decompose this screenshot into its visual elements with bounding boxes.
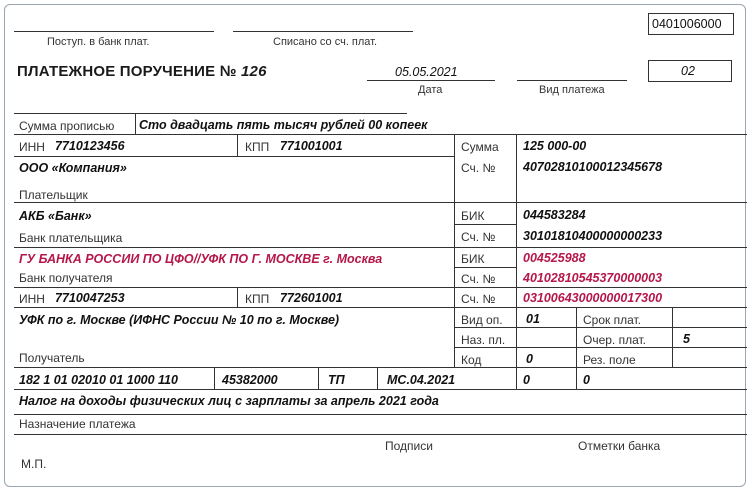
grid-line xyxy=(377,367,378,389)
payer-bank-name-value: АКБ «Банк» xyxy=(19,209,92,223)
oktmo-value: 45382000 xyxy=(222,373,278,387)
grid-line xyxy=(516,367,517,389)
grid-line xyxy=(14,307,747,308)
recipient-inn-label: ИНН xyxy=(19,292,45,306)
payment-type-label: Вид платежа xyxy=(539,84,605,96)
sum-value: 125 000-00 xyxy=(523,139,587,153)
payer-account-label: Сч. № xyxy=(461,161,496,175)
reserve-label: Рез. поле xyxy=(583,353,636,367)
received-line xyxy=(14,31,214,32)
order-number: 126 xyxy=(241,63,267,80)
grid-line xyxy=(135,113,136,135)
payer-account-value: 40702810100012345678 xyxy=(523,160,663,174)
grid-line xyxy=(14,247,747,248)
grid-line xyxy=(14,202,747,203)
purpose-text: Налог на доходы физических лиц с зарплаты за апрель 2021 года xyxy=(19,394,439,408)
amount-words-value: Сто двадцать пять тысяч рублей 00 копеек xyxy=(139,118,428,132)
code-value: 0 xyxy=(526,352,533,366)
priority-label: Очер. плат. xyxy=(583,333,647,347)
recipient-bank-corr-label: Сч. № xyxy=(461,272,496,286)
grid-line xyxy=(454,327,747,328)
date-line xyxy=(367,80,495,81)
op-type-value: 01 xyxy=(526,312,540,326)
payment-type-line xyxy=(517,80,627,81)
recipient-inn-value: 7710047253 xyxy=(55,291,125,305)
recipient-bank-corr-value: 40102810545370000003 xyxy=(523,271,663,285)
sum-label: Сумма xyxy=(461,140,499,154)
recipient-bank-bik-value: 004525988 xyxy=(523,251,586,265)
doc-date-value: 0 xyxy=(583,373,590,387)
payer-bank-corr-label: Сч. № xyxy=(461,230,496,244)
purpose-label: Назначение платежа xyxy=(19,417,136,431)
bank-marks-label: Отметки банка xyxy=(578,439,661,453)
date-value: 05.05.2021 xyxy=(395,65,458,79)
payer-inn-value: 7710123456 xyxy=(55,139,125,153)
payment-order-form xyxy=(4,4,746,487)
period-value: МС.04.2021 xyxy=(387,373,456,387)
stamp-label: М.П. xyxy=(21,457,47,471)
recipient-kpp-label: КПП xyxy=(245,292,270,306)
grid-line xyxy=(516,134,517,367)
payer-name-label: Плательщик xyxy=(19,188,88,202)
grid-line xyxy=(14,389,747,390)
kbk-value: 182 1 01 02010 01 1000 110 xyxy=(19,373,178,387)
recipient-bank-bik-label: БИК xyxy=(461,252,485,266)
payer-inn-label: ИНН xyxy=(19,140,45,154)
recipient-name-value: УФК по г. Москве (ИФНС России № 10 по г. Москве) xyxy=(19,313,340,327)
payer-bank-bik-label: БИК xyxy=(461,209,485,223)
payer-bank-bik-value: 044583284 xyxy=(523,208,586,222)
grid-line xyxy=(14,287,747,288)
date-label: Дата xyxy=(418,84,443,96)
title-prefix: ПЛАТЕЖНОЕ ПОРУЧЕНИЕ № xyxy=(17,63,237,80)
grid-line xyxy=(318,367,319,389)
payer-bank-corr-value: 30101810400000000233 xyxy=(523,229,663,243)
recipient-name-label: Получатель xyxy=(19,351,85,365)
recipient-kpp-value: 772601001 xyxy=(280,291,343,305)
payer-kpp-label: КПП xyxy=(245,140,270,154)
grid-line xyxy=(14,113,136,114)
grid-line xyxy=(576,307,577,367)
grid-line xyxy=(14,156,454,157)
grid-line xyxy=(14,367,747,368)
grid-line xyxy=(454,267,516,268)
grid-line xyxy=(14,414,747,415)
grid-line xyxy=(672,307,673,367)
form-code: 0401006000 xyxy=(652,17,722,31)
payer-name-value: ООО «Компания» xyxy=(19,161,127,175)
document-title xyxy=(17,63,267,81)
recipient-bank-name-value: ГУ БАНКА РОССИИ ПО ЦФО//УФК ПО Г. МОСКВЕ г. Москва xyxy=(19,252,383,266)
debited-label: Списано со сч. плат. xyxy=(273,36,378,48)
op-type-label: Вид оп. xyxy=(461,313,503,327)
recipient-bank-name-label: Банк получателя xyxy=(19,271,113,285)
grid-line xyxy=(14,134,747,135)
payer-bank-name-label: Банк плательщика xyxy=(19,231,123,245)
debited-line xyxy=(233,31,413,32)
grid-line xyxy=(237,134,238,156)
basis-value: ТП xyxy=(328,373,345,387)
grid-line xyxy=(454,134,455,367)
grid-line xyxy=(214,367,215,389)
grid-line xyxy=(576,367,577,389)
purpose-code-label: Наз. пл. xyxy=(461,333,506,347)
grid-line xyxy=(14,434,747,435)
priority-value: 5 xyxy=(683,332,690,346)
amount-words-label: Сумма прописью xyxy=(19,119,115,133)
recipient-account-value: 03100643000000017300 xyxy=(523,291,663,305)
status-value: 02 xyxy=(681,64,695,78)
doc-number-value: 0 xyxy=(523,373,530,387)
recipient-account-label: Сч. № xyxy=(461,292,496,306)
payer-kpp-value: 771001001 xyxy=(280,139,343,153)
term-label: Срок плат. xyxy=(583,313,642,327)
code-label: Код xyxy=(461,353,482,367)
received-label: Поступ. в банк плат. xyxy=(47,36,150,48)
grid-line xyxy=(135,113,407,114)
grid-line xyxy=(237,287,238,307)
signatures-label: Подписи xyxy=(385,439,433,453)
grid-line xyxy=(454,224,516,225)
grid-line xyxy=(454,347,747,348)
